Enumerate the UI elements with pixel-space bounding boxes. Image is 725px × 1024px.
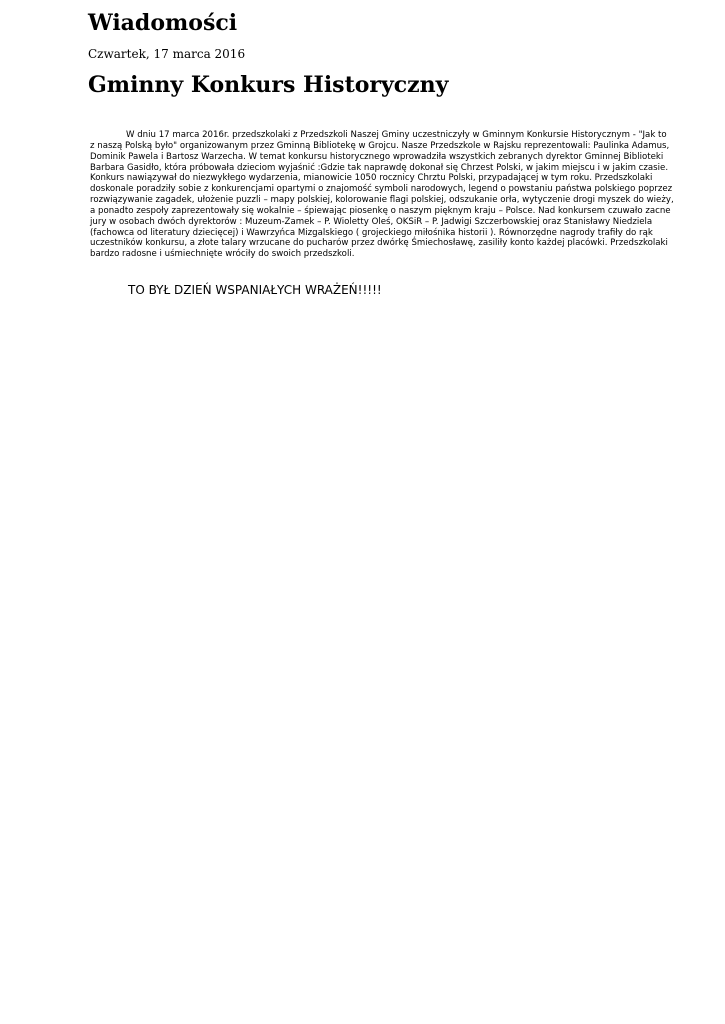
section-title: Wiadomości: [88, 10, 238, 36]
body-line: a ponadto zespoły zaprezentowały się wokalnie – śpiewając piosenkę o naszym pięknym kraju – Polsce. Nad konkursem czuwało zacne: [90, 205, 671, 216]
body-line: uczestników konkursu, a złote talary wrzucane do pucharów przez dwórkę Śmiechosławę, zasiliły konto każdej placówki. Przedszkolaki: [90, 238, 668, 249]
body-line: jury w osobach dwóch dyrektorów : Muzeum-Zamek – P. Wioletty Oleś, OKSiR – P. Jadwigi Szczerbowskiej oraz Stanisławy Niedziela: [90, 216, 653, 227]
post-title: Gminny Konkurs Historyczny: [88, 72, 449, 98]
post-body: [90, 130, 674, 260]
body-line: Konkurs nawiązywał do niezwykłego wydarzenia, mianowicie 1050 rocznicy Chrztu Polski, przypadającej w tym roku. Przedszkolaki: [90, 173, 653, 184]
body-line: z naszą Polską było" organizowanym przez Gminną Bibliotekę w Grojcu. Nasze Przedszkole w Rajsku reprezentowali: Paulinka Adamus,: [90, 140, 670, 151]
body-line: rozwiązywanie zagadek, ułożenie puzzli – mapy polskiej, kolorowanie flagi polskiej, odszukanie orła, wytyczenie drogi myszek do wieży,: [90, 195, 674, 206]
body-line: Barbara Gasidło, która próbowała dzieciom wyjaśnić :Gdzie tak naprawdę dokonał się Chrzest Polski, w jakim miejscu i w jakim czasie.: [90, 162, 669, 173]
body-line: bardzo radosne i uśmiechnięte wróciły do swoich przedszkoli.: [90, 249, 355, 260]
post-date: Czwartek, 17 marca 2016: [88, 47, 246, 61]
body-line: doskonale poradziły sobie z konkurencjami opartymi o znajomość symboli narodowych, legend o powstaniu państwa polskiego poprzez: [90, 184, 673, 195]
body-line: (fachowca od literatury dziecięcej) i Wawrzyńca Mizgalskiego ( grojeckiego miłośnika historii ). Równorzędne nagrody trafiły do rąk: [90, 227, 653, 238]
body-line: Dominik Pawela i Bartosz Warzecha. W temat konkursu historycznego wprowadziła wszystkich zebranych dyrektor Gminnej Biblioteki: [90, 151, 664, 162]
closing-statement: TO BYŁ DZIEŃ WSPANIAŁYCH WRAŻEŃ!!!!!: [128, 283, 382, 297]
body-line: W dniu 17 marca 2016r. przedszkolaki z Przedszkoli Naszej Gminy uczestniczyły w Gminnym Konkursie Historycznym - "Jak to: [126, 130, 667, 140]
